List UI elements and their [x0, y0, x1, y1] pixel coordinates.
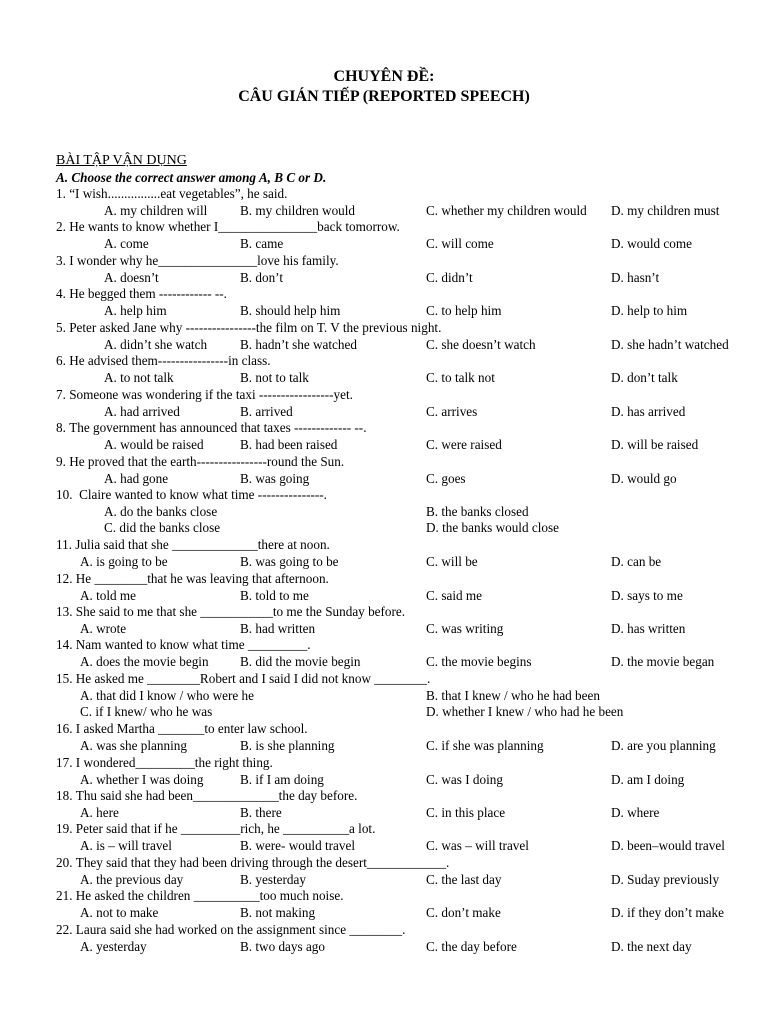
question-text: I wondered_________the right thing.: [75, 754, 273, 770]
answer-option[interactable]: B. was going to be: [240, 554, 339, 570]
question-item: [0, 487, 768, 537]
answer-option[interactable]: C. will be: [426, 554, 478, 570]
question-text: He ________that he was leaving that afternoon.: [75, 570, 329, 586]
question-text: Laura said she had worked on the assignment since ________.: [75, 921, 406, 937]
question-text: He begged them ------------ --.: [69, 286, 227, 302]
answer-option[interactable]: A. would be raised: [104, 437, 204, 453]
answer-option[interactable]: D. can be: [611, 554, 662, 570]
question-item: [0, 571, 768, 604]
answer-option[interactable]: A. whether I was doing: [80, 771, 204, 787]
answer-option[interactable]: B. my children would: [240, 203, 356, 218]
question-stem: [56, 788, 357, 804]
answer-option[interactable]: C. in this place: [426, 804, 506, 820]
question-number: 10.: [56, 486, 73, 502]
question-item: [0, 219, 768, 252]
answer-option[interactable]: A. had gone: [104, 470, 169, 486]
answer-option[interactable]: D. Suday previously: [611, 871, 720, 887]
answer-option[interactable]: D. don’t talk: [611, 370, 678, 386]
answer-option[interactable]: D. would come: [611, 236, 692, 252]
answer-option[interactable]: A. here: [80, 804, 119, 820]
question-stem: [56, 420, 367, 436]
question-item: [0, 788, 768, 821]
answer-option[interactable]: A. does the movie begin: [80, 654, 209, 670]
answer-option[interactable]: B. were- would travel: [240, 838, 355, 854]
question-item: [0, 186, 768, 219]
answer-option[interactable]: A. wrote: [80, 621, 127, 636]
question-number: 22.: [56, 921, 73, 937]
answer-option[interactable]: A. is going to be: [80, 554, 168, 570]
question-number: 3.: [56, 252, 66, 268]
answer-option[interactable]: B. if I am doing: [240, 771, 324, 787]
question-number: 9.: [56, 453, 66, 469]
question-text: Thu said she had been_____________the day before.: [75, 787, 358, 803]
question-item: [0, 922, 768, 955]
question-number: 1.: [56, 186, 66, 201]
answer-option[interactable]: D. the next day: [611, 938, 692, 954]
question-number: 11.: [56, 537, 72, 553]
answer-option[interactable]: A. is – will travel: [80, 838, 172, 854]
question-stem: [56, 888, 344, 904]
question-list: [0, 186, 768, 955]
question-text: She said to me that she ___________to me the Sunday before.: [75, 604, 406, 619]
answer-option[interactable]: D. are you planning: [611, 738, 716, 754]
question-stem: [56, 755, 273, 771]
question-stem: [56, 186, 287, 202]
answer-option[interactable]: D. hasn’t: [611, 269, 660, 285]
question-stem: [56, 537, 330, 553]
question-text: I asked Martha _______to enter law school.: [75, 721, 308, 737]
answer-option[interactable]: C. was writing: [426, 621, 504, 636]
question-text: He asked the children __________too much noise.: [75, 888, 344, 904]
answer-option[interactable]: B. hadn’t she watched: [240, 336, 357, 352]
answer-option[interactable]: A. to not talk: [104, 370, 174, 386]
answer-option[interactable]: D. would go: [611, 470, 677, 486]
question-item: [0, 353, 768, 386]
question-item: [0, 320, 768, 353]
question-item: [0, 855, 768, 888]
question-text: I wonder why he_______________love his family.: [69, 252, 339, 268]
answer-option[interactable]: A. didn’t she watch: [104, 336, 208, 352]
question-number: 21.: [56, 888, 73, 904]
question-number: 13.: [56, 604, 73, 619]
document-title-line2: CÂU GIÁN TIẾP (REPORTED SPEECH): [238, 88, 530, 105]
answer-option[interactable]: C. arrives: [426, 403, 478, 419]
question-text: He advised them----------------in class.: [69, 353, 271, 369]
question-text: Someone was wondering if the taxi -----------------yet.: [69, 386, 353, 402]
question-stem: [56, 253, 339, 269]
answer-option[interactable]: D. if they don’t make: [611, 905, 724, 921]
question-number: 5.: [56, 319, 66, 335]
section-title: BÀI TẬP VẬN DỤNG: [56, 153, 187, 168]
question-stem: [56, 855, 449, 871]
answer-option[interactable]: A. had arrived: [104, 403, 180, 419]
answer-option[interactable]: A. told me: [80, 587, 137, 603]
answer-option[interactable]: D. been–would travel: [611, 838, 725, 854]
answer-option[interactable]: B. yesterday: [240, 871, 306, 887]
question-item: [0, 671, 768, 721]
question-text: “I wish................eat vegetables”, he said.: [69, 186, 288, 201]
answer-option[interactable]: C. whether my children would: [426, 203, 587, 218]
question-stem: [56, 454, 344, 470]
question-number: 7.: [56, 386, 66, 402]
question-item: [0, 604, 768, 637]
question-stem: [56, 821, 375, 837]
question-text: Peter asked Jane why ----------------the film on T. V the previous night.: [69, 319, 442, 335]
question-number: 20.: [56, 854, 73, 870]
answer-option[interactable]: D. am I doing: [611, 771, 685, 787]
question-number: 17.: [56, 754, 73, 770]
question-text: Julia said that she _____________there at noon.: [75, 537, 330, 553]
question-item: [0, 387, 768, 420]
question-item: [0, 537, 768, 570]
answer-option[interactable]: B. that I knew / who he had been: [426, 687, 600, 703]
question-stem: [56, 922, 405, 938]
answer-option[interactable]: A. do the banks close: [104, 503, 218, 519]
question-text: He wants to know whether I_______________back tomorrow.: [69, 219, 400, 235]
answer-option[interactable]: C. goes: [426, 470, 466, 486]
answer-option[interactable]: B. did the movie begin: [240, 654, 361, 670]
answer-option[interactable]: D. the movie began: [611, 654, 715, 670]
question-text: He asked me ________Robert and I said I did not know ________.: [75, 670, 431, 686]
question-item: [0, 420, 768, 453]
answer-option[interactable]: D. she hadn’t watched: [611, 336, 729, 352]
answer-option[interactable]: B. told to me: [240, 587, 309, 603]
question-item: [0, 888, 768, 921]
question-text: Claire wanted to know what time ---------------.: [79, 486, 327, 502]
answer-option[interactable]: B. two days ago: [240, 938, 325, 954]
question-stem: [56, 286, 227, 302]
answer-option[interactable]: B. should help him: [240, 303, 341, 319]
question-stem: [56, 604, 405, 620]
answer-option[interactable]: A. not to make: [80, 905, 159, 921]
answer-option[interactable]: D. where: [611, 804, 660, 820]
question-stem: [56, 671, 430, 687]
answer-option[interactable]: C. were raised: [426, 437, 502, 453]
question-stem: [56, 219, 400, 235]
answer-option[interactable]: C. she doesn’t watch: [426, 336, 536, 352]
question-number: 18.: [56, 787, 73, 803]
answer-option[interactable]: C. was – will travel: [426, 838, 529, 854]
question-stem: [56, 387, 353, 403]
answer-option[interactable]: B. arrived: [240, 403, 293, 419]
question-text: They said that they had been driving through the desert____________.: [75, 854, 450, 870]
answer-option[interactable]: B. there: [240, 804, 282, 820]
question-item: [0, 253, 768, 286]
answer-option[interactable]: A. help him: [104, 303, 167, 319]
question-number: 14.: [56, 637, 73, 653]
question-number: 6.: [56, 353, 66, 369]
instruction: A. Choose the correct answer among A, B C or D.: [56, 170, 327, 185]
question-item: [0, 286, 768, 319]
answer-option[interactable]: C. the movie begins: [426, 654, 532, 670]
answer-option[interactable]: C. the day before: [426, 938, 517, 954]
answer-option[interactable]: A. was she planning: [80, 738, 187, 754]
answer-option[interactable]: D. help to him: [611, 303, 688, 319]
answer-option[interactable]: D. my children must: [611, 203, 720, 218]
answer-option[interactable]: A. doesn’t: [104, 269, 159, 285]
question-number: 8.: [56, 420, 66, 436]
question-number: 4.: [56, 286, 66, 302]
answer-option[interactable]: C. to talk not: [426, 370, 495, 386]
question-stem: [56, 487, 327, 503]
question-item: [0, 637, 768, 670]
answer-option[interactable]: A. yesterday: [80, 938, 147, 954]
document-title-line1: CHUYÊN ĐỀ:: [333, 68, 435, 85]
question-text: The government has announced that taxes ------------- --.: [69, 420, 367, 436]
answer-option[interactable]: A. come: [104, 236, 149, 252]
answer-option[interactable]: B. don’t: [240, 269, 283, 285]
answer-option[interactable]: D. has arrived: [611, 403, 686, 419]
answer-option[interactable]: A. the previous day: [80, 871, 184, 887]
answer-option[interactable]: C. will come: [426, 236, 494, 252]
question-text: Peter said that if he _________rich, he __________a lot.: [75, 821, 376, 837]
answer-option[interactable]: D. will be raised: [611, 437, 699, 453]
question-item: [0, 821, 768, 854]
question-stem: [56, 353, 271, 369]
question-item: [0, 454, 768, 487]
question-number: 19.: [56, 821, 73, 837]
answer-option[interactable]: C. don’t make: [426, 905, 501, 921]
answer-option[interactable]: A. that did I know / who were he: [80, 687, 254, 703]
answer-option[interactable]: C. was I doing: [426, 771, 503, 787]
question-number: 2.: [56, 219, 66, 235]
answer-option[interactable]: B. had been raised: [240, 437, 338, 453]
answer-option[interactable]: C. if she was planning: [426, 738, 544, 754]
question-item: [0, 755, 768, 788]
answer-option[interactable]: C. to help him: [426, 303, 502, 319]
question-stem: [56, 320, 441, 336]
answer-option[interactable]: B. not to talk: [240, 370, 309, 386]
question-stem: [56, 721, 308, 737]
question-number: 12.: [56, 570, 73, 586]
question-text: Nam wanted to know what time _________.: [75, 637, 311, 653]
answer-option[interactable]: C. the last day: [426, 871, 502, 887]
answer-option[interactable]: B. was going: [240, 470, 310, 486]
answer-option[interactable]: C. if I knew/ who he was: [80, 703, 213, 719]
answer-option[interactable]: B. came: [240, 236, 284, 252]
answer-option[interactable]: B. not making: [240, 905, 316, 921]
answer-option[interactable]: C. didn’t: [426, 269, 473, 285]
question-number: 15.: [56, 670, 73, 686]
question-stem: [56, 571, 329, 587]
answer-option[interactable]: C. said me: [426, 587, 483, 603]
answer-option[interactable]: B. had written: [240, 621, 316, 636]
answer-option[interactable]: B. is she planning: [240, 738, 335, 754]
answer-option[interactable]: D. says to me: [611, 587, 683, 603]
answer-option[interactable]: D. the banks would close: [426, 519, 559, 535]
question-stem: [56, 637, 311, 653]
answer-option[interactable]: D. whether I knew / who had he been: [426, 703, 624, 719]
answer-option[interactable]: A. my children will: [104, 203, 208, 218]
answer-option[interactable]: C. did the banks close: [104, 519, 221, 535]
question-item: [0, 721, 768, 754]
answer-option[interactable]: B. the banks closed: [426, 503, 529, 519]
question-number: 16.: [56, 721, 73, 737]
question-text: He proved that the earth----------------round the Sun.: [69, 453, 345, 469]
answer-option[interactable]: D. has written: [611, 621, 686, 636]
